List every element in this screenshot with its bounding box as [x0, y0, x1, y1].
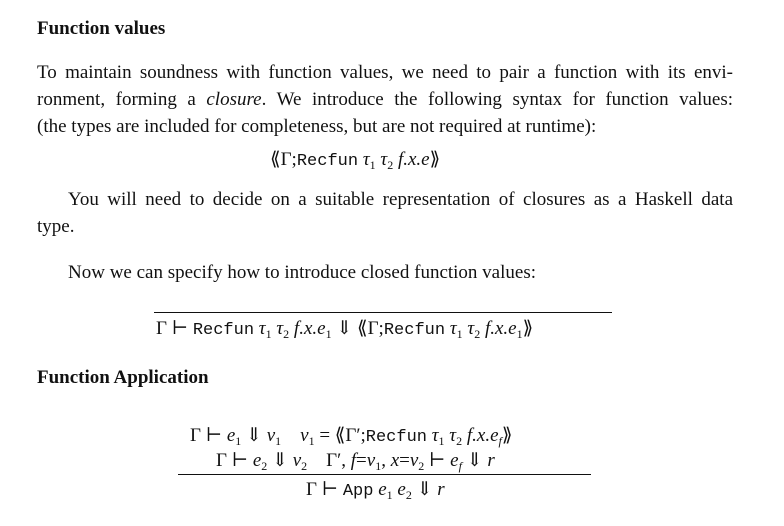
- tau-symbol: τ: [467, 318, 475, 339]
- var-f: f: [350, 450, 357, 471]
- expr-e: e: [397, 479, 406, 500]
- tau-symbol: τ: [258, 318, 266, 339]
- value-v: v: [366, 450, 376, 471]
- subscript: 2: [301, 459, 308, 473]
- subscript: f: [498, 434, 502, 448]
- function-body: f.x.e: [484, 318, 517, 339]
- subscript: 1: [325, 327, 332, 341]
- subscript: 1: [369, 158, 376, 172]
- evaluates-arrow: ⇓: [331, 318, 357, 339]
- expr-e: e: [450, 450, 459, 471]
- equals: =: [399, 450, 410, 471]
- app-rule-conclusion: [306, 478, 445, 507]
- expr-e: e: [252, 450, 262, 471]
- comma: ,: [381, 450, 391, 471]
- subscript: 2: [261, 459, 268, 473]
- result-r: r: [487, 450, 495, 471]
- result-r: r: [437, 479, 445, 500]
- intro-paragraph: [37, 59, 733, 140]
- evaluates-arrow: ⇓: [267, 450, 293, 471]
- keyword-app: App: [342, 482, 374, 501]
- subscript: 1: [456, 327, 463, 341]
- turnstile-gamma: Γ ⊢: [156, 318, 193, 339]
- section-title-function-values: Function values: [37, 18, 166, 39]
- paragraph-line: type.: [37, 216, 75, 237]
- subscript: 1: [516, 327, 523, 341]
- subscript: 1: [308, 434, 315, 448]
- turnstile: ⊢: [424, 450, 451, 471]
- tau-symbol: τ: [431, 425, 439, 446]
- value-v: v: [292, 450, 302, 471]
- tau-symbol: τ: [449, 318, 457, 339]
- subscript: 1: [275, 434, 282, 448]
- paragraph-line: [37, 86, 733, 113]
- keyword-recfun: Recfun: [192, 321, 255, 340]
- function-body: f.x.e: [466, 425, 499, 446]
- closure-close: ⟫: [429, 149, 441, 170]
- paragraph-line: You will need to decide on a suitable representation of closures as a Haskell data: [68, 189, 733, 210]
- value-v: v: [409, 450, 419, 471]
- representation-paragraph: [37, 186, 733, 240]
- extended-env: Γ′,: [326, 450, 351, 471]
- closure-open: ⟪Γ;: [270, 149, 297, 170]
- subscript: f: [458, 459, 462, 473]
- subscript: 1: [375, 459, 382, 473]
- subscript: 2: [474, 327, 481, 341]
- subscript: 2: [456, 434, 463, 448]
- closure-equals: = ⟪Γ′;: [314, 425, 366, 446]
- keyword-recfun: Recfun: [296, 152, 359, 171]
- value-v: v: [300, 425, 309, 446]
- recfun-rule-conclusion: [156, 317, 533, 346]
- subscript: 2: [283, 327, 290, 341]
- paragraph-line: To maintain soundness with function values, we need to pair a function with its envi-: [37, 62, 733, 83]
- closure-open: ⟪Γ;: [357, 318, 384, 339]
- section-title-function-application: Function Application: [37, 367, 209, 388]
- subscript: 2: [418, 459, 425, 473]
- expr-e: e: [226, 425, 236, 446]
- subscript: 2: [405, 488, 412, 502]
- subscript: 1: [438, 434, 445, 448]
- paragraph-line: (the types are included for completeness, but are not required at runtime):: [37, 116, 597, 137]
- emphasis-closure: closure: [206, 89, 262, 110]
- expr-e: e: [378, 479, 387, 500]
- specify-paragraph: [37, 259, 733, 286]
- function-body: f.x.e: [397, 149, 430, 170]
- subscript: 2: [387, 158, 394, 172]
- paragraph-line: Now we can specify how to introduce closed function values:: [68, 262, 537, 283]
- keyword-recfun: Recfun: [365, 428, 427, 447]
- tau-symbol: τ: [276, 318, 284, 339]
- keyword-recfun: Recfun: [383, 321, 446, 340]
- tau-symbol: τ: [362, 149, 370, 170]
- text-span: ronment, forming a: [37, 89, 207, 110]
- equals: =: [356, 450, 367, 471]
- closure-close: ⟫: [501, 425, 513, 446]
- evaluates-arrow: ⇓: [461, 450, 488, 471]
- var-x: x: [390, 450, 400, 471]
- tau-symbol: τ: [380, 149, 388, 170]
- evaluates-arrow: ⇓: [241, 425, 267, 446]
- turnstile-gamma: Γ ⊢: [216, 450, 253, 471]
- subscript: 1: [265, 327, 272, 341]
- turnstile-gamma: Γ ⊢: [306, 479, 343, 500]
- closure-close: ⟫: [522, 318, 534, 339]
- inference-rule-bar: [154, 312, 612, 313]
- subscript: 1: [235, 434, 242, 448]
- value-v: v: [266, 425, 276, 446]
- tau-symbol: τ: [449, 425, 457, 446]
- evaluates-arrow: ⇓: [411, 479, 438, 500]
- text-span: . We introduce the following syntax for function values:: [261, 89, 734, 110]
- inference-rule-bar: [178, 474, 591, 475]
- function-body: f.x.e: [293, 318, 326, 339]
- turnstile-gamma: Γ ⊢: [190, 425, 227, 446]
- subscript: 1: [386, 488, 393, 502]
- closure-syntax: [270, 148, 440, 177]
